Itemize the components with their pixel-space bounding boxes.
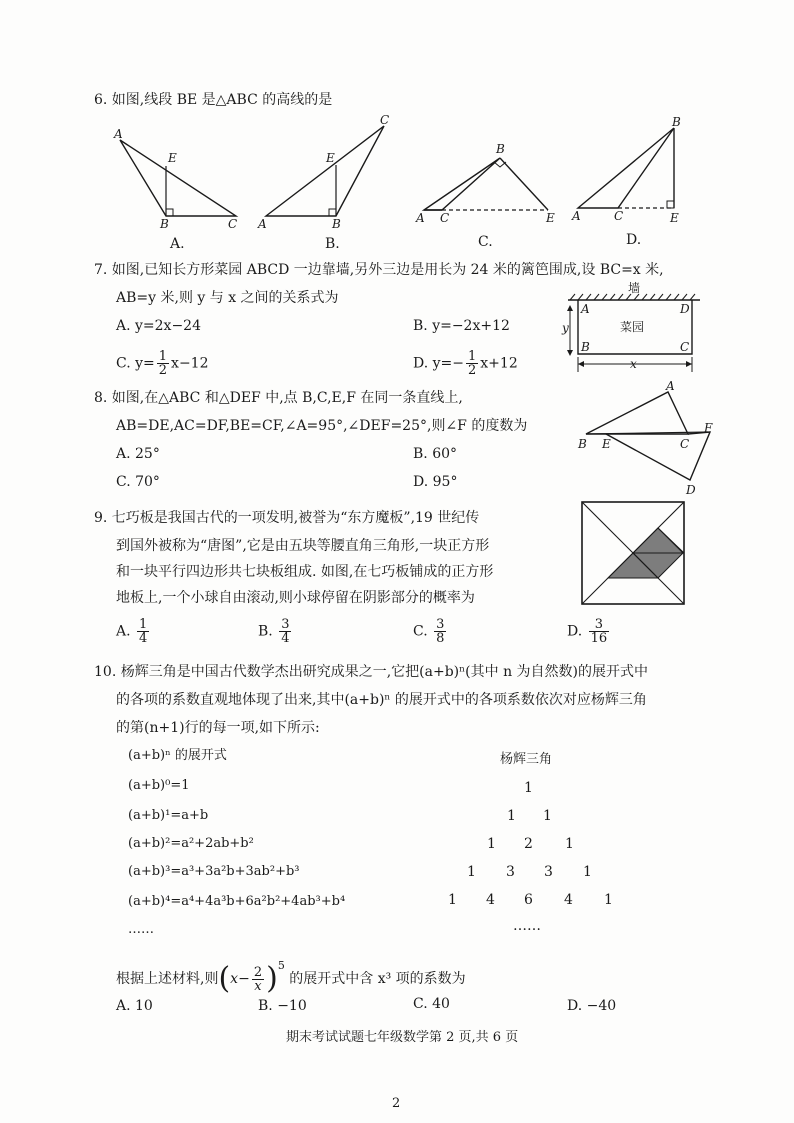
q9-option-d: D. $\frac{3}{16}$ [567, 617, 608, 646]
svg-text:A: A [581, 302, 590, 316]
svg-text:E: E [168, 151, 177, 165]
q6-option-b: B. [325, 236, 340, 252]
svg-text:E: E [670, 211, 679, 225]
q10-line3: 的第(n+1)行的每一项,如下所示: [116, 720, 320, 736]
expansion-ellipsis: …… [128, 922, 154, 937]
triangle-cell: 2 [524, 836, 533, 852]
svg-text:C: C [228, 217, 238, 231]
svg-text:B: B [578, 437, 587, 451]
triangle-cell: 1 [524, 780, 533, 796]
svg-text:D: D [686, 483, 696, 497]
q10-option-c: C. 40 [413, 996, 450, 1012]
svg-text:x: x [630, 357, 637, 371]
q7-line1: 7. 如图,已知长方形菜园 ABCD 一边靠墙,另外三边是用长为 24 米的篱笆围成,设 BC=x 米, [94, 262, 664, 278]
svg-text:A: A [258, 217, 267, 231]
q6-stem: 6. 如图,线段 BE 是△ABC 的高线的是 [94, 92, 333, 108]
svg-text:B: B [160, 217, 169, 231]
svg-text:B: B [581, 340, 590, 354]
triangle-cell: 1 [467, 864, 476, 880]
expansion-heading: (a+b)ⁿ 的展开式 [128, 748, 227, 763]
svg-text:B: B [332, 217, 341, 231]
svg-text:A: A [416, 211, 425, 225]
triangle-cell: 1 [543, 808, 552, 824]
q9-line4: 地板上,一个小球自由滚动,则小球停留在阴影部分的概率为 [116, 590, 475, 606]
svg-text:D: D [680, 302, 690, 316]
q8-line1: 8. 如图,在△ABC 和△DEF 中,点 B,C,E,F 在同一条直线上, [94, 390, 463, 406]
q9-line1: 9. 七巧板是我国古代的一项发明,被誉为“东方魔板”,19 世纪传 [94, 510, 480, 526]
q7-option-c: C. y= $\frac{1}{2}$ x−12 [116, 349, 209, 378]
triangle-cell: 1 [448, 892, 457, 908]
svg-text:B: B [496, 142, 505, 156]
svg-text:C: C [614, 209, 624, 223]
expansion-row-1: (a+b)¹=a+b [128, 808, 209, 823]
svg-text:A: A [114, 127, 123, 141]
q10-option-d: D. −40 [567, 998, 617, 1014]
q7-option-b: B. y=−2x+12 [413, 318, 510, 334]
svg-text:A: A [572, 209, 581, 223]
triangle-cell: 6 [524, 892, 533, 908]
q7-option-d: D. y=− $\frac{1}{2}$ x+12 [413, 349, 518, 378]
q6-option-d: D. [626, 232, 642, 248]
expansion-row-4: (a+b)⁴=a⁴+4a³b+6a²b²+4ab³+b⁴ [128, 894, 346, 909]
q9-line2: 到国外被称为“唐图”,它是由五块等腰直角三角形,一块正方形 [116, 538, 490, 554]
q9-line3: 和一块平行四边形共七块板组成. 如图,在七巧板铺成的正方形 [116, 564, 494, 580]
q8-line2: AB=DE,AC=DF,BE=CF,∠A=95°,∠DEF=25°,则∠F 的度数为 [116, 418, 528, 434]
svg-text:E: E [602, 437, 611, 451]
svg-text:C: C [680, 437, 690, 451]
triangle-cell: 1 [604, 892, 613, 908]
triangle-cell: 3 [544, 864, 553, 880]
q6-option-a: A. [170, 236, 185, 252]
q7-line2: AB=y 米,则 y 与 x 之间的关系式为 [116, 290, 339, 306]
q10-question: 根据上述材料,则(x− $\frac{2}{x}$ )$^5$ 的展开式中含 x³ 项的系数为 [116, 959, 466, 996]
q10-option-b: B. −10 [258, 998, 307, 1014]
svg-text:C: C [680, 340, 690, 354]
svg-text:E: E [326, 151, 335, 165]
triangle-ellipsis: …… [513, 918, 541, 934]
svg-text:C: C [380, 113, 390, 127]
q8-option-a: A. 25° [116, 446, 160, 462]
expansion-row-3: (a+b)³=a³+3a²b+3ab²+b³ [128, 864, 300, 879]
q9-option-a: A. $\frac{1}{4}$ [116, 617, 148, 646]
yanghui-heading: 杨辉三角 [500, 752, 553, 767]
svg-text:C: C [440, 211, 450, 225]
q6-option-c: C. [478, 234, 493, 250]
q10-line2: 的各项的系数直观地体现了出来,其中(a+b)ⁿ 的展开式中的各项系数依次对应杨辉三角 [116, 692, 647, 708]
q8-option-d: D. 95° [413, 474, 458, 490]
q9-option-c: C. $\frac{3}{8}$ [413, 617, 445, 646]
triangle-cell: 4 [564, 892, 573, 908]
q7-option-a: A. y=2x−24 [116, 318, 201, 334]
triangle-cell: 4 [486, 892, 495, 908]
q8-option-c: C. 70° [116, 474, 160, 490]
expansion-row-2: (a+b)²=a²+2ab+b² [128, 836, 254, 851]
svg-text:B: B [672, 115, 681, 129]
triangle-cell: 1 [507, 808, 516, 824]
q10-line1: 10. 杨辉三角是中国古代数学杰出研究成果之一,它把(a+b)ⁿ(其中 n 为自然数)的展开式中 [94, 664, 649, 680]
q10-option-a: A. 10 [116, 998, 153, 1014]
q7-wall-label: 墙 [628, 281, 641, 295]
svg-text:y: y [562, 321, 569, 335]
q7-garden-label: 菜园 [620, 320, 645, 334]
svg-text:F: F [704, 421, 713, 435]
svg-text:E: E [546, 211, 555, 225]
triangle-cell: 1 [583, 864, 592, 880]
svg-text:A: A [666, 379, 675, 393]
triangle-cell: 3 [506, 864, 515, 880]
page-footer: 期末考试试题七年级数学第 2 页,共 6 页 [286, 1030, 519, 1045]
triangle-cell: 1 [565, 836, 574, 852]
page-number: 2 [392, 1096, 401, 1111]
q8-option-b: B. 60° [413, 446, 458, 462]
q9-option-b: B. $\frac{3}{4}$ [258, 617, 290, 646]
triangle-cell: 1 [487, 836, 496, 852]
expansion-row-0: (a+b)⁰=1 [128, 778, 190, 793]
